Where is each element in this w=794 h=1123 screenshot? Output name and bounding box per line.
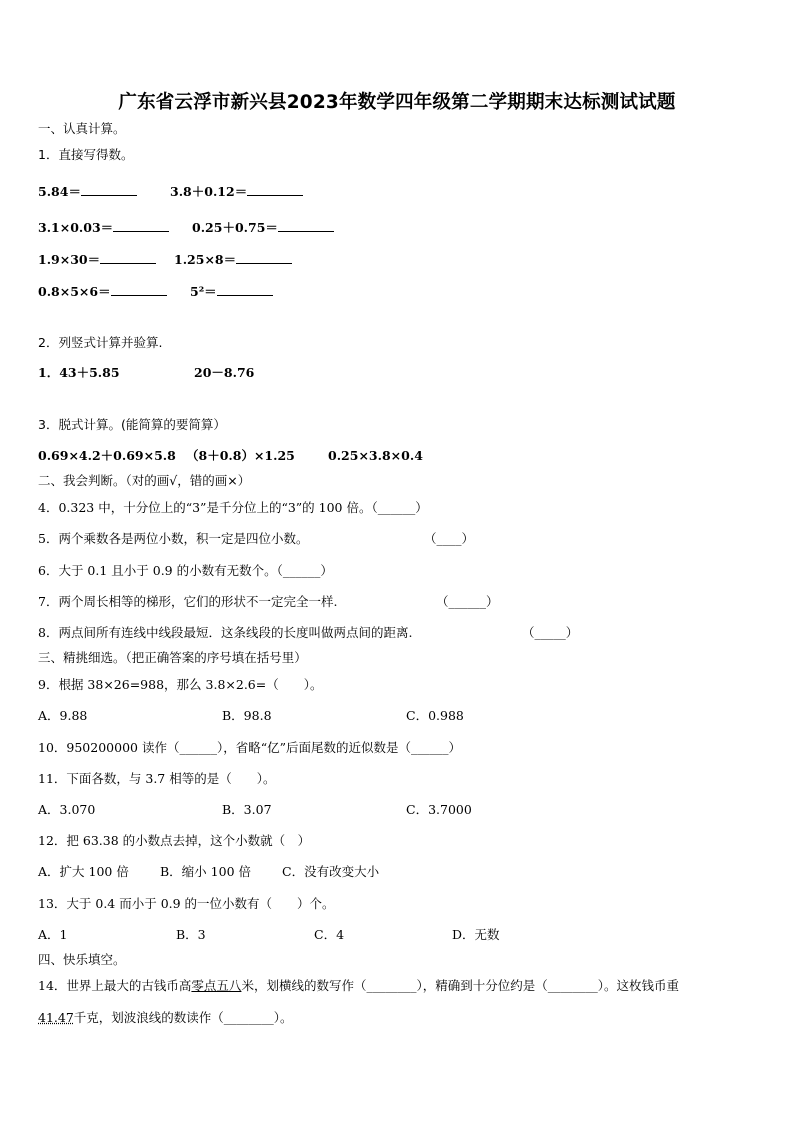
q3-item-c: 0.25×3.8×0.4 <box>328 448 423 463</box>
q5-answer-paren[interactable]: （____） <box>424 531 475 546</box>
q1-item-3: 3.1×0.03＝ <box>38 218 169 237</box>
q1-item-6: 1.25×8＝ <box>174 250 292 269</box>
q13-option-c[interactable]: C．4 <box>314 927 345 942</box>
question-10: 10．950200000 读作（______），省略“亿”后面尾数的近似数是（______） <box>38 740 461 755</box>
section-3-heading: 三、精挑细选。（把正确答案的序号填在括号里） <box>38 650 307 665</box>
wavy-underlined-number: 41.47 <box>38 1010 74 1025</box>
question-14-line-2: 41.47千克，划波浪线的数读作（________）。 <box>38 1010 293 1025</box>
q11-option-b[interactable]: B．3.07 <box>222 802 272 817</box>
q1-item-2: 3.8＋0.12＝ <box>170 182 303 201</box>
q13-option-a[interactable]: A．1 <box>38 927 68 942</box>
q9-option-a[interactable]: A．9.88 <box>38 708 88 723</box>
q11-option-c[interactable]: C．3.7000 <box>406 802 472 817</box>
question-5: 5．两个乘数各是两位小数，积一定是四位小数。 <box>38 531 309 546</box>
question-3-stem: 3．脱式计算。(能简算的要简算） <box>38 417 226 432</box>
q12-option-c[interactable]: C．没有改变大小 <box>282 864 380 879</box>
q13-option-d[interactable]: D．无数 <box>452 927 500 942</box>
q1-item-7: 0.8×5×6＝ <box>38 282 167 301</box>
q1-item-8: 5²＝ <box>190 282 273 301</box>
answer-blank[interactable] <box>81 182 137 196</box>
question-7: 7．两个周长相等的梯形，它们的形状不一定完全一样. <box>38 594 338 609</box>
answer-blank[interactable] <box>217 282 273 296</box>
question-9: 9．根据 38×26=988，那么 3.8×2.6=（ ）。 <box>38 677 323 692</box>
question-12: 12．把 63.38 的小数点去掉，这个小数就（ ） <box>38 833 311 848</box>
section-4-heading: 四、快乐填空。 <box>38 952 126 967</box>
question-6: 6．大于 0.1 且小于 0.9 的小数有无数个。（______） <box>38 563 333 578</box>
q3-item-a: 0.69×4.2＋0.69×5.8 <box>38 448 176 463</box>
answer-blank[interactable] <box>278 218 334 232</box>
q1-item-4: 0.25＋0.75＝ <box>192 218 334 237</box>
q2-item-a: 1．43＋5.85 <box>38 365 120 380</box>
q13-option-b[interactable]: B．3 <box>176 927 206 942</box>
question-2-stem: 2．列竖式计算并验算. <box>38 335 163 350</box>
answer-blank[interactable] <box>100 250 156 264</box>
q12-option-a[interactable]: A．扩大 100 倍 <box>38 864 129 879</box>
question-1-stem: 1．直接写得数。 <box>38 147 134 162</box>
underlined-number: 零点五八 <box>191 978 242 993</box>
section-1-heading: 一、认真计算。 <box>38 121 126 136</box>
q7-answer-paren[interactable]: （______） <box>436 594 499 609</box>
q3-item-b: （8＋0.8）×1.25 <box>186 448 295 463</box>
question-8: 8．两点间所有连线中线段最短．这条线段的长度叫做两点间的距离. <box>38 625 413 640</box>
q1-item-1: 5.84＝ <box>38 182 137 201</box>
answer-blank[interactable] <box>113 218 169 232</box>
q2-item-b: 20－8.76 <box>194 365 255 380</box>
q9-option-c[interactable]: C．0.988 <box>406 708 464 723</box>
question-14-line-1: 14．世界上最大的古钱币高零点五八米，划横线的数写作（________），精确到十分位约是（________）。这枚钱币重 <box>38 978 679 993</box>
q8-answer-paren[interactable]: （_____） <box>522 625 579 640</box>
section-2-heading: 二、我会判断。（对的画√，错的画×） <box>38 473 251 488</box>
q11-option-a[interactable]: A．3.070 <box>38 802 96 817</box>
page-title: 广东省云浮市新兴县2023年数学四年级第二学期期末达标测试试题 <box>118 92 676 113</box>
question-4: 4．0.323 中，十分位上的“3”是千分位上的“3”的 100 倍。（______） <box>38 500 428 515</box>
answer-blank[interactable] <box>247 182 303 196</box>
answer-blank[interactable] <box>236 250 292 264</box>
question-13: 13．大于 0.4 而小于 0.9 的一位小数有（ ）个。 <box>38 896 335 911</box>
question-11: 11．下面各数，与 3.7 相等的是（ ）。 <box>38 771 276 786</box>
q1-item-5: 1.9×30＝ <box>38 250 156 269</box>
q12-option-b[interactable]: B．缩小 100 倍 <box>160 864 251 879</box>
answer-blank[interactable] <box>111 282 167 296</box>
q9-option-b[interactable]: B．98.8 <box>222 708 272 723</box>
